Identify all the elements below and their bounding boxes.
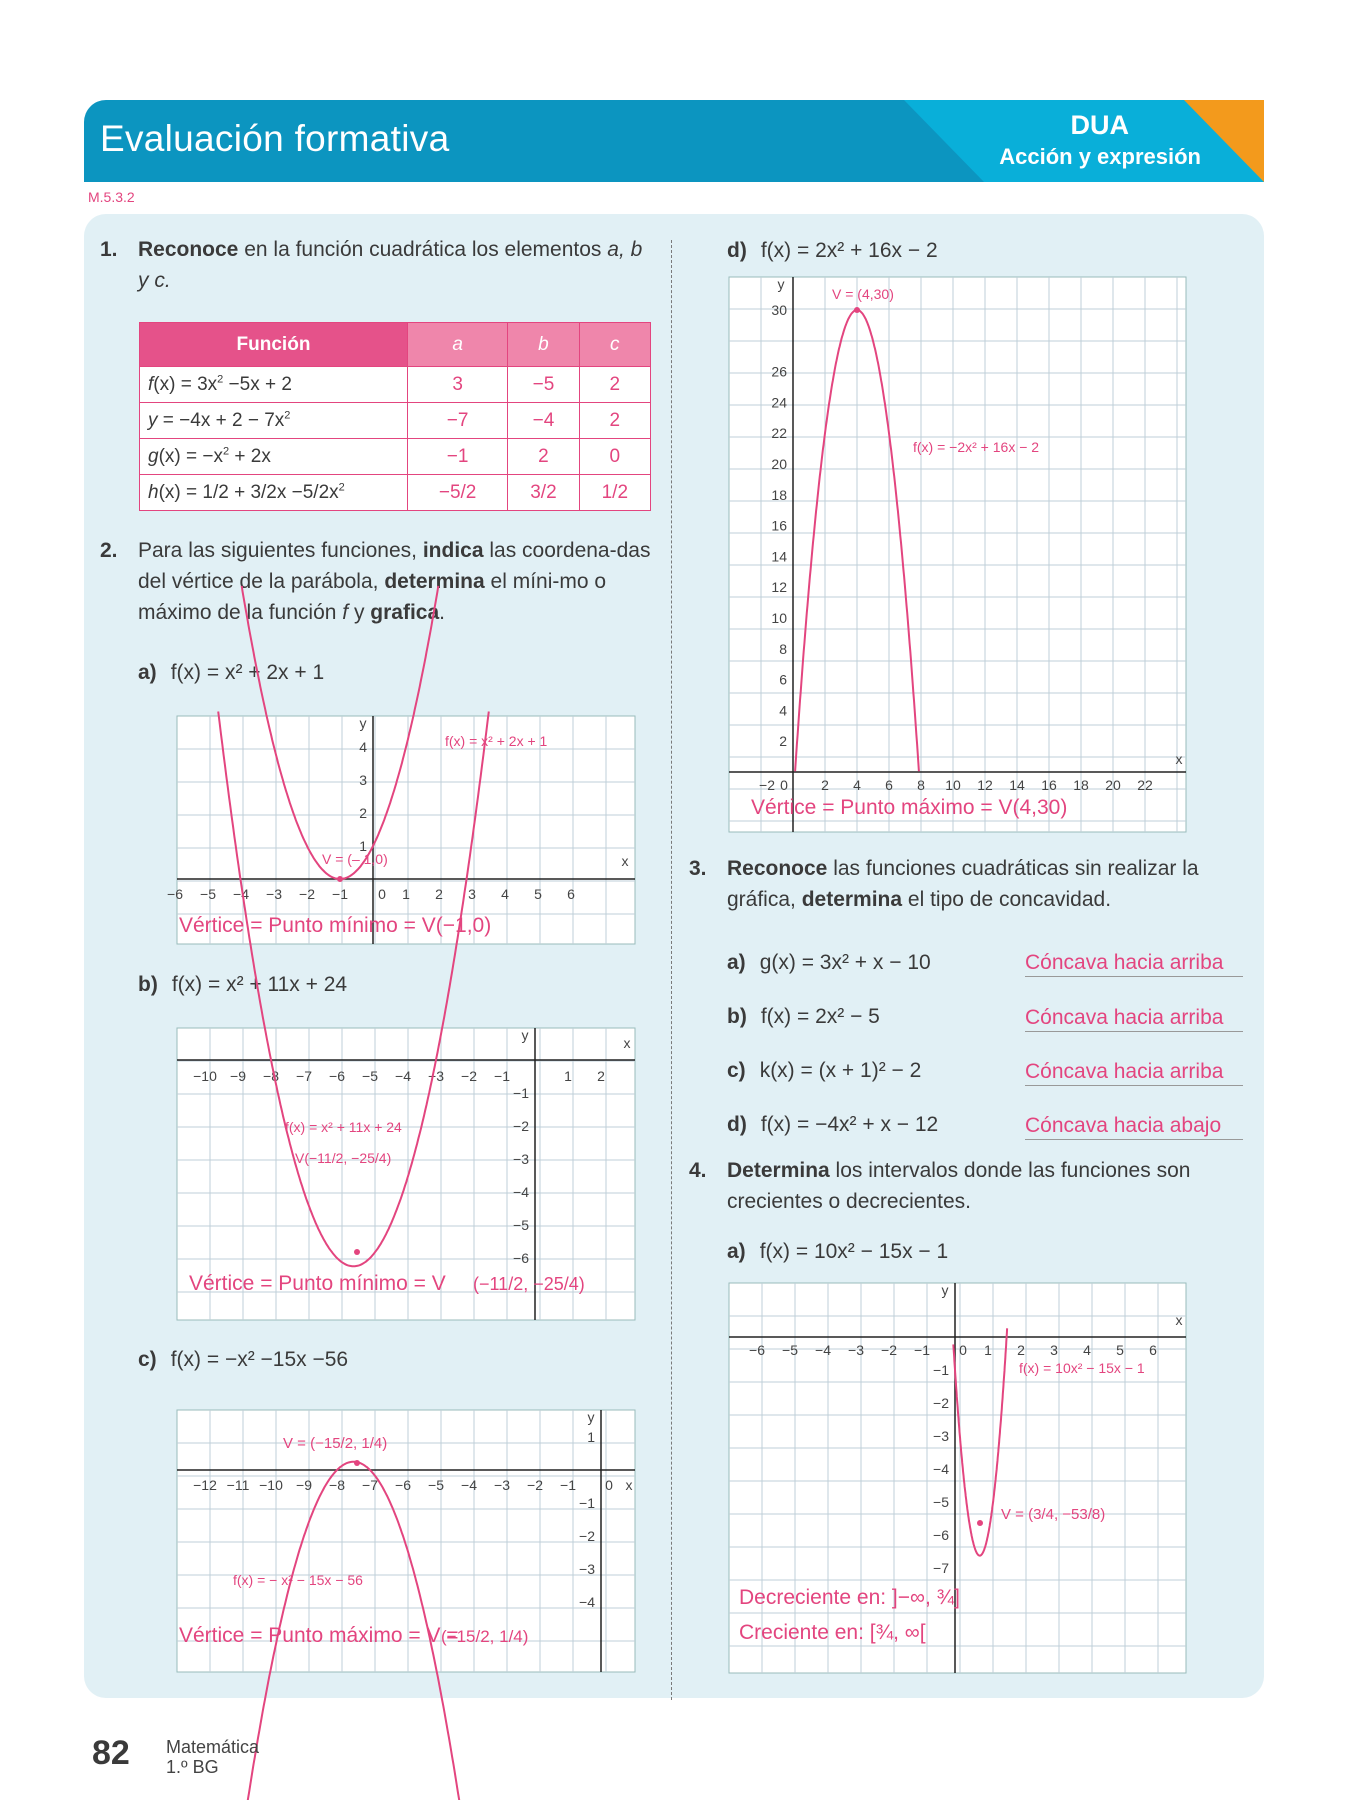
tick-label: 1	[984, 1342, 992, 1358]
tick-label: 18	[771, 486, 787, 503]
q2c-statement	[138, 1348, 348, 1372]
tick-label: 26	[771, 363, 787, 380]
tick-label: 24	[771, 394, 787, 411]
row-function	[140, 403, 408, 439]
page-title: Evaluación formativa	[100, 118, 450, 159]
q3b-label: b)	[727, 1005, 747, 1028]
tick-label: −6	[167, 886, 183, 902]
tick-label: −12	[193, 1477, 217, 1493]
tick-label: 6	[885, 777, 893, 793]
tick-label: −4	[579, 1594, 595, 1610]
fn-name: y	[148, 409, 158, 431]
q3b-expr: f(x) = 2x² − 5	[760, 1005, 880, 1028]
q3a-answer: Cóncava hacia arriba	[1025, 950, 1243, 977]
tick-label: −5	[933, 1494, 949, 1510]
q4a-statement	[727, 1240, 948, 1264]
fn-body: (x) = 3x	[153, 373, 218, 395]
cell-c: 0	[579, 439, 650, 475]
tick-label: −4	[513, 1184, 529, 1200]
tick-label: −6	[513, 1250, 529, 1266]
q3d-statement	[727, 1113, 938, 1137]
vertex-point	[337, 876, 343, 882]
dua-label: DUA	[1070, 110, 1129, 140]
tick-label: −6	[395, 1477, 411, 1493]
q3d-answer: Cóncava hacia abajo	[1025, 1113, 1243, 1140]
tick-label: 6	[779, 671, 787, 688]
fn-name: h	[148, 481, 159, 503]
tick-label: 6	[567, 886, 575, 902]
tick-label: −2	[933, 1395, 949, 1411]
vertex-label: V = (– 1,0)	[322, 851, 388, 867]
tick-label: −2	[527, 1477, 543, 1493]
tick-label: y	[777, 276, 785, 292]
decreasing-interval: Decreciente en: ]−∞, ¾]	[739, 1586, 961, 1609]
tick-label: −6	[933, 1527, 949, 1543]
q3c-expr: k(x) = (x + 1)² − 2	[759, 1059, 922, 1082]
tick-label: 12	[977, 777, 993, 793]
cell-b: 2	[508, 439, 579, 475]
q2-text-1: Para las siguientes funciones,	[138, 539, 423, 562]
curve-label: f(x) = x² + 2x + 1	[445, 733, 548, 749]
graph-4a	[729, 1283, 1186, 1673]
q4-number: 4.	[689, 1159, 707, 1182]
q1-text: en la función cuadrática los elementos	[238, 238, 608, 261]
q2-verb-1: indica	[422, 539, 484, 562]
q2-text-4: y	[348, 601, 371, 624]
tick-label: 2	[1017, 1342, 1025, 1358]
fn-name: g	[148, 445, 159, 467]
tick-label: y	[359, 715, 367, 731]
tick-label: −9	[230, 1068, 246, 1084]
fn-exp: 2	[284, 409, 291, 422]
table-row	[140, 475, 651, 511]
tick-label: −2	[299, 886, 315, 902]
tick-label: −9	[296, 1477, 312, 1493]
vertex-label: V(−11/2, −25/4)	[295, 1150, 392, 1166]
tick-label: x	[1175, 751, 1183, 767]
tick-label: 5	[534, 886, 542, 902]
vertex-point	[854, 307, 860, 313]
header-c: c	[579, 323, 650, 367]
tick-label: 1	[402, 886, 410, 902]
q4-text: los intervalos donde las funciones son crecientes o decrecientes.	[727, 1159, 1191, 1213]
curve-label: f(x) = x² + 11x + 24	[285, 1119, 402, 1135]
question-4	[689, 1155, 1242, 1217]
tick-label: −3	[848, 1342, 864, 1358]
tick-label: x	[623, 1035, 631, 1051]
tick-label: −8	[263, 1068, 279, 1084]
q3a-label: a)	[727, 951, 746, 974]
q3-verb-1: Reconoce	[727, 857, 828, 880]
tick-label: −1	[494, 1068, 510, 1084]
tick-label: −4	[395, 1068, 411, 1084]
tick-label: x	[625, 1477, 633, 1493]
row-function	[140, 439, 408, 475]
tick-label: −10	[193, 1068, 217, 1084]
result-text: Vértice = Punto máximo = V(4,30)	[751, 796, 1068, 819]
result-text: Vértice = Punto máximo = V =	[179, 1624, 459, 1647]
tick-label: 8	[917, 777, 925, 793]
header-b: b	[508, 323, 579, 367]
header-funcion: Función	[140, 323, 408, 367]
tick-label: −6	[329, 1068, 345, 1084]
table-row	[140, 439, 651, 475]
q3b-statement	[727, 1005, 880, 1029]
tick-label: 2	[821, 777, 829, 793]
q2c-expr: f(x) = −x² −15x −56	[170, 1348, 349, 1371]
q2c-label: c)	[138, 1348, 157, 1371]
tick-label: −8	[329, 1477, 345, 1493]
tick-label: x	[1175, 1312, 1183, 1328]
cell-a: −5/2	[408, 475, 508, 511]
tick-label: −5	[362, 1068, 378, 1084]
q2d-statement	[727, 239, 938, 263]
tick-label: −3	[494, 1477, 510, 1493]
tick-label: 5	[1116, 1342, 1124, 1358]
q2-number: 2.	[100, 539, 118, 562]
header-a: a	[408, 323, 508, 367]
fn-body: (x) = 1/2 + 3/2x −5/2x	[158, 481, 339, 503]
increasing-interval: Creciente en: [¾, ∞[	[739, 1621, 926, 1644]
cell-b: 3/2	[508, 475, 579, 511]
q3d-label: d)	[727, 1113, 747, 1136]
tick-label: −3	[266, 886, 282, 902]
tick-label: −1	[914, 1342, 930, 1358]
tick-label: 4	[779, 702, 787, 719]
table-header	[140, 323, 651, 367]
q1-tail: a, b y c.	[138, 238, 643, 292]
fn-exp: 2	[222, 445, 230, 458]
tick-label: −2	[461, 1068, 477, 1084]
tick-label: 2	[779, 733, 787, 750]
q2d-label: d)	[727, 239, 747, 262]
tick-label: −7	[933, 1560, 949, 1576]
grade-level: 1.º BG	[166, 1757, 219, 1777]
q2-verb-3: grafica	[370, 601, 440, 624]
question-1	[100, 234, 653, 296]
tick-label: 16	[1041, 777, 1057, 793]
tick-label: 2	[435, 886, 443, 902]
tick-label: 10	[771, 610, 787, 626]
tick-label: 2	[359, 805, 367, 821]
tick-label: 4	[359, 739, 367, 755]
tick-label: −5	[200, 886, 216, 902]
tick-label: −7	[296, 1068, 312, 1084]
tick-label: −6	[749, 1342, 765, 1358]
cell-c: 2	[579, 403, 650, 439]
cell-b: −5	[508, 367, 579, 403]
tick-label: 22	[771, 425, 787, 442]
curve-label: f(x) = −2x² + 16x − 2	[913, 439, 1040, 455]
curve-label: f(x) = − x² − 15x − 56	[233, 1572, 363, 1588]
tick-label: 1	[564, 1068, 572, 1084]
cell-a: −7	[408, 403, 508, 439]
tick-label: −5	[428, 1477, 444, 1493]
tick-label: 18	[1073, 777, 1089, 793]
tick-label: 1	[587, 1429, 595, 1445]
tick-label: −4	[815, 1342, 831, 1358]
cell-c: 1/2	[579, 475, 650, 511]
q3c-label: c)	[727, 1059, 746, 1082]
fn-body: = −4x + 2 − 7x	[157, 409, 285, 431]
q2a-statement	[138, 661, 324, 685]
tick-label: 22	[1137, 777, 1153, 793]
q2d-expr: f(x) = 2x² + 16x − 2	[760, 239, 938, 262]
question-2	[100, 535, 653, 628]
cell-b: −4	[508, 403, 579, 439]
dua-subtitle: Acción y expresión	[999, 144, 1201, 169]
cell-c: 2	[579, 367, 650, 403]
fn-exp: 2	[338, 481, 345, 494]
vertex-point	[354, 1460, 360, 1466]
result-vertex: (−15/2, 1/4)	[441, 1627, 529, 1646]
result-text: Vértice = Punto mínimo = V(−1,0)	[179, 914, 492, 937]
tick-label: 16	[771, 517, 787, 534]
tick-label: 14	[1009, 777, 1025, 793]
q3d-expr: f(x) = −4x² + x − 12	[760, 1113, 939, 1136]
header-bar	[84, 100, 1264, 182]
tick-label: −3	[579, 1561, 595, 1577]
table-row	[140, 367, 651, 403]
tick-label: 3	[359, 772, 367, 788]
q3a-statement	[727, 951, 931, 975]
fn-exp: 2	[217, 373, 224, 386]
q3-text-1: las funciones cuadráticas sin realizar la gráfica,	[727, 857, 1199, 911]
tick-label: −5	[782, 1342, 798, 1358]
tick-label: −1	[332, 886, 348, 902]
row-function	[140, 367, 408, 403]
q3-verb-2: determina	[801, 888, 903, 911]
tick-label: 4	[853, 777, 861, 793]
vertex-label: V = (−15/2, 1/4)	[283, 1435, 388, 1452]
tick-label: −1	[560, 1477, 576, 1493]
curve-label: f(x) = 10x² − 15x − 1	[1019, 1360, 1145, 1376]
vertex-label: V = (4,30)	[832, 286, 894, 302]
tick-label: −4	[233, 886, 249, 902]
tick-label: 20	[771, 456, 787, 472]
q2-text-5: .	[439, 601, 446, 624]
tick-label: 12	[771, 579, 787, 596]
tick-label: 14	[771, 548, 787, 565]
subject-name: Matemática	[166, 1737, 260, 1757]
tick-label: 0	[378, 886, 386, 902]
tick-label: −3	[428, 1068, 444, 1084]
q2a-label: a)	[138, 661, 157, 684]
tick-label: 20	[1105, 777, 1121, 793]
tick-label: 0	[780, 777, 788, 793]
cell-a: −1	[408, 439, 508, 475]
tick-label: y	[941, 1282, 949, 1298]
vertex-label: V = (3/4, −53/8)	[1001, 1506, 1106, 1523]
q2a-expr: f(x) = x² + 2x + 1	[170, 661, 325, 684]
result-text: Vértice = Punto mínimo = V	[189, 1272, 446, 1295]
q4-verb: Determina	[727, 1159, 830, 1182]
vertex-point	[354, 1249, 360, 1255]
fn-tail: −5x + 2	[223, 373, 292, 395]
q4a-label: a)	[727, 1240, 746, 1263]
tick-label: 4	[501, 886, 509, 902]
tick-label: 30	[771, 302, 787, 318]
q2-text-2: las coordena-das del vértice de la parábola,	[138, 539, 651, 593]
footer-subject	[166, 1737, 259, 1777]
tick-label: −7	[362, 1477, 378, 1493]
graph-c	[177, 1410, 635, 1672]
page-number: 82	[92, 1734, 130, 1772]
tick-label: −4	[933, 1461, 949, 1477]
tick-label: 3	[468, 886, 476, 902]
question-3	[689, 853, 1242, 915]
tick-label: 0	[959, 1342, 967, 1358]
tick-label: 6	[1149, 1342, 1157, 1358]
tick-label: −10	[259, 1477, 283, 1493]
row-function	[140, 475, 408, 511]
q3-number: 3.	[689, 857, 707, 880]
tick-label: 3	[1050, 1342, 1058, 1358]
tick-label: −2	[881, 1342, 897, 1358]
tick-label: −11	[226, 1477, 250, 1493]
tick-label: −2	[579, 1528, 595, 1544]
q2b-label: b)	[138, 973, 158, 996]
tick-label: 4	[1083, 1342, 1091, 1358]
skill-code: M.5.3.2	[88, 189, 135, 205]
column-divider	[671, 240, 672, 1700]
q2b-statement	[138, 973, 347, 997]
tick-label: 8	[779, 640, 787, 657]
q1-number: 1.	[100, 238, 118, 261]
tick-label: y	[521, 1027, 529, 1043]
q3-text-2: el tipo de concavidad.	[902, 888, 1112, 911]
tick-label: −4	[461, 1477, 477, 1493]
tick-label: −1	[933, 1362, 949, 1378]
tick-label: 0	[605, 1477, 613, 1493]
q3a-expr: g(x) = 3x² + x − 10	[759, 951, 931, 974]
tick-label: x	[621, 853, 629, 869]
graph-d	[729, 277, 1186, 832]
tick-label: −1	[579, 1495, 595, 1511]
result-vertex: (−11/2, −25/4)	[473, 1274, 585, 1294]
tick-label: 10	[945, 777, 961, 793]
q3c-statement	[727, 1059, 921, 1083]
coefficients-table	[139, 322, 651, 511]
tick-label: −2	[513, 1118, 529, 1134]
tick-label: −5	[513, 1217, 529, 1233]
q2b-expr: f(x) = x² + 11x + 24	[171, 973, 348, 996]
tick-label: −1	[513, 1085, 529, 1101]
q2-text-3: el míni-mo o máximo de la función	[138, 570, 607, 624]
q2-verb-2: determina	[384, 570, 485, 593]
tick-label: −3	[513, 1151, 529, 1167]
tick-label: 2	[597, 1068, 605, 1084]
vertex-point	[977, 1520, 983, 1526]
fn-tail: + 2x	[229, 445, 271, 467]
graph-b	[177, 1028, 635, 1320]
tick-label: y	[587, 1409, 595, 1425]
fn-name: f	[148, 373, 154, 395]
tick-label: 1	[359, 838, 367, 854]
q2-f: f	[342, 601, 349, 624]
cell-a: 3	[408, 367, 508, 403]
q4a-expr: f(x) = 10x² − 15x − 1	[759, 1240, 949, 1263]
tick-label: −3	[933, 1428, 949, 1444]
tick-label: −2	[759, 777, 775, 793]
q1-verb: Reconoce	[138, 238, 239, 261]
q3b-answer: Cóncava hacia arriba	[1025, 1005, 1243, 1032]
table-row	[140, 403, 651, 439]
q3c-answer: Cóncava hacia arriba	[1025, 1059, 1243, 1086]
fn-body: (x) = −x	[158, 445, 223, 467]
